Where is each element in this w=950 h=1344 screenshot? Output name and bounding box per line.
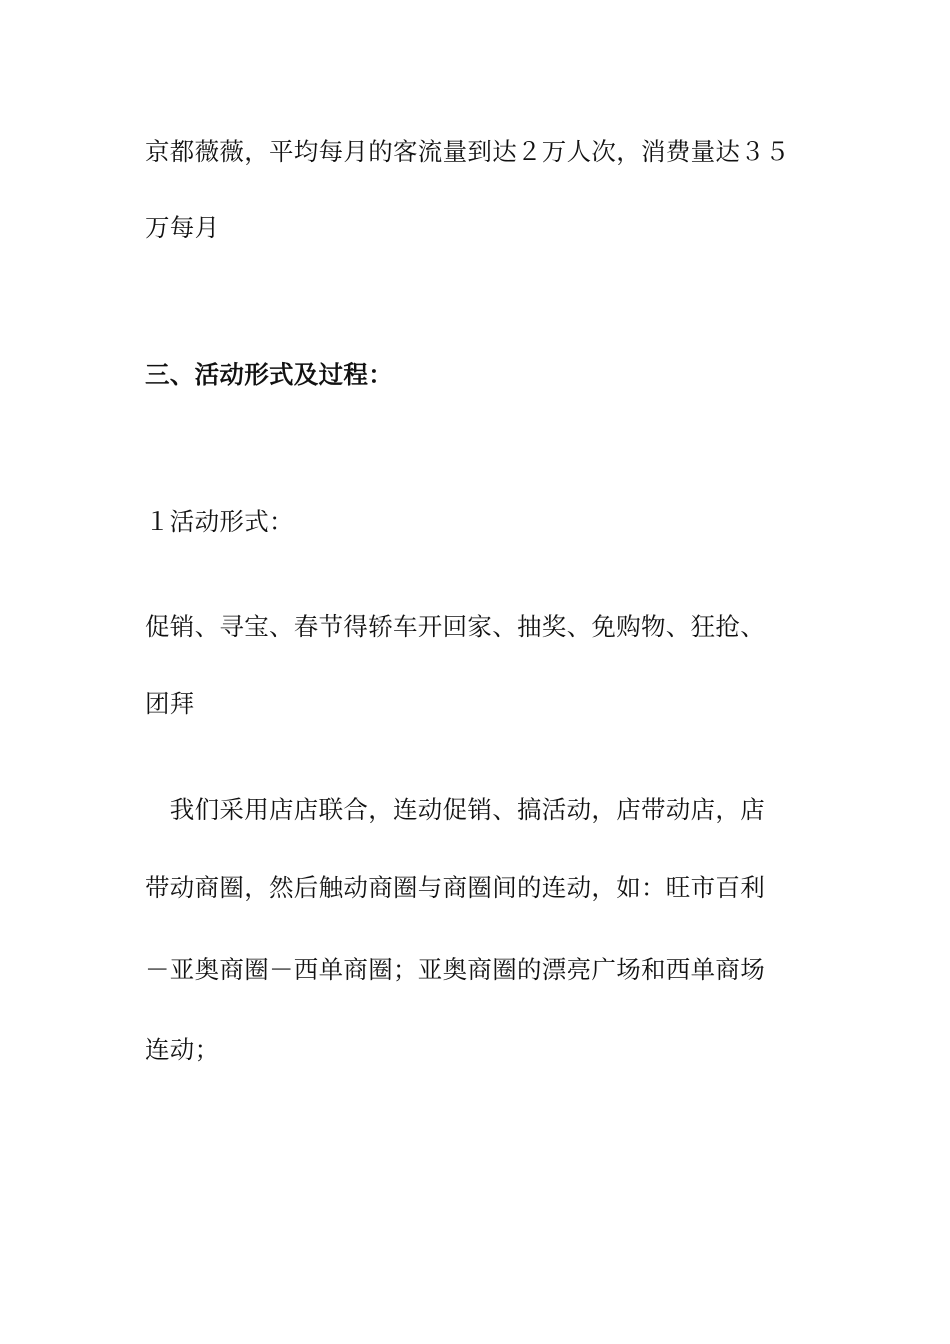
subsection-heading: １活动形式：	[145, 507, 294, 536]
paragraph-line: 京都薇薇，平均每月的客流量到达２万人次，消费量达３５	[145, 137, 790, 166]
section-heading: 三、活动形式及过程：	[145, 360, 393, 389]
paragraph-line: －亚奥商圈－西单商圈；亚奥商圈的漂亮广场和西单商场	[145, 955, 765, 984]
paragraph-line: 团拜	[145, 689, 195, 718]
paragraph-line: 我们采用店店联合，连动促销、搞活动，店带动店，店	[145, 795, 765, 824]
paragraph-line: 促销、寻宝、春节得轿车开回家、抽奖、免购物、狂抢、	[145, 612, 765, 641]
paragraph-line: 连动；	[145, 1035, 220, 1064]
paragraph-line: 带动商圈，然后触动商圈与商圈间的连动，如：旺市百利	[145, 873, 765, 902]
paragraph-line: 万每月	[145, 213, 220, 242]
